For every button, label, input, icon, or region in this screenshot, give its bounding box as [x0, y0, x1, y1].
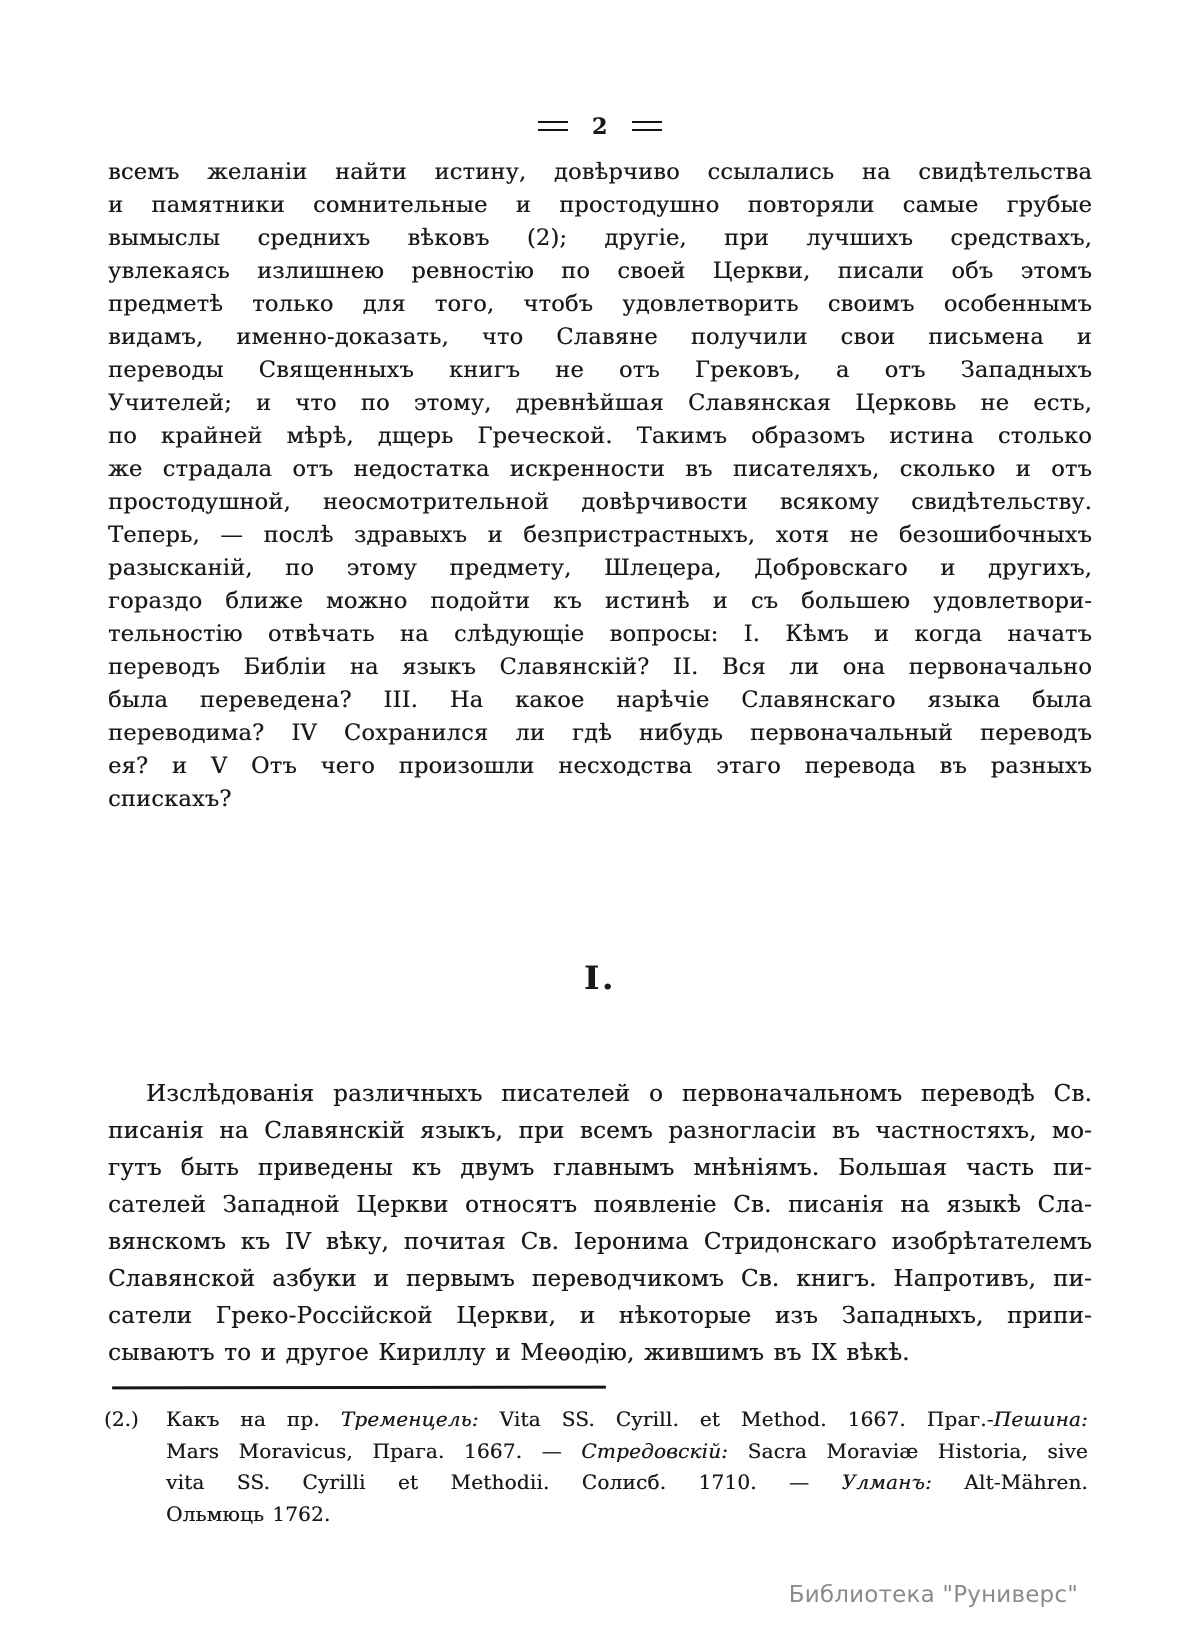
text-line: тельностію отвѣчать на слѣдующіе вопросы: I. Кѣмъ и когда начатъ — [108, 621, 1092, 647]
paragraph-main — [108, 1076, 1092, 1372]
paragraph-continuation — [108, 156, 1092, 816]
text-line: Учителей; и что по этому, древнѣйшая Славянская Церковь не есть, — [108, 390, 1092, 416]
text-line: по крайней мѣрѣ, дщерь Греческой. Такимъ образомъ истина столько — [108, 423, 1092, 449]
text-line: была переведена? III. На какое нарѣчіе Славянскаго языка была — [108, 687, 1092, 713]
footnote-segment: vita SS. Cyrilli et Methodii. Солисб. 1710. — — [166, 1470, 842, 1495]
text-line: гораздо ближе можно подойти къ истинѣ и съ большею удовлетвори- — [108, 588, 1092, 614]
text-line: же страдала отъ недостатка искренности въ писателяхъ, сколько и отъ — [108, 456, 1092, 482]
footnote-author: Пешина: — [993, 1407, 1088, 1431]
text-line — [166, 1404, 1088, 1436]
text-line: и памятники сомнительные и простодушно повторяли самые грубые — [108, 192, 1092, 218]
text-line: всемъ желаніи найти истину, довѣрчиво ссылались на свидѣтельства — [108, 159, 1092, 185]
text-line: разысканій, по этому предмету, Шлецера, Добровскаго и другихъ, — [108, 555, 1092, 581]
text-line: предметѣ только для того, чтобъ удовлетворить своимъ особеннымъ — [108, 291, 1092, 317]
text-line: сываютъ то и другое Кириллу и Меѳодію, жившимъ въ IX вѣкѣ. — [108, 1340, 910, 1366]
footnote-divider — [112, 1386, 606, 1390]
page-number-value: 2 — [591, 114, 609, 140]
footnote-segment: Alt-Mähren. — [931, 1470, 1088, 1495]
footnote-segment: Mars Moravicus, Прага. 1667. — — [166, 1438, 582, 1463]
footnote-marker: (2.) — [104, 1407, 139, 1431]
footnote-author: Стредовскій: — [581, 1438, 729, 1463]
text-line: Изслѣдованія различныхъ писателей о первоначальномъ переводѣ Св. — [146, 1081, 1092, 1107]
section-heading: I. — [583, 959, 617, 997]
text-line: сателей Западной Церкви относятъ появленіе Св. писанія на языкѣ Сла- — [108, 1192, 1092, 1218]
text-line: переводы Священныхъ книгъ не отъ Грековъ, а отъ Западныхъ — [108, 357, 1092, 383]
text-line: ея? и V Отъ чего произошли несходства этаго перевода въ разныхъ — [108, 753, 1092, 779]
footnote-segment: Vita SS. Cyrill. et Method. 1667. Праг.- — [478, 1407, 994, 1431]
text-line — [166, 1499, 1088, 1531]
page-number-rule-left-icon — [538, 121, 568, 131]
text-line: вымыслы среднихъ вѣковъ (2); другіе, при лучшихъ средствахъ, — [108, 225, 1092, 251]
footnote-author: Тременцель: — [340, 1407, 479, 1431]
footnote-segment: Ольмюць 1762. — [166, 1502, 331, 1527]
text-line: переводима? IV Сохранился ли гдѣ нибудь первоначальный переводъ — [108, 720, 1092, 746]
library-watermark: Библиотека "Руниверс" — [788, 1582, 1078, 1608]
footnote-segment: Sacra Moraviæ Historia, sive — [728, 1438, 1088, 1463]
text-line: переводъ Библіи на языкъ Славянскій? II. Вся ли она первоначально — [108, 654, 1092, 680]
text-line: Теперь, — послѣ здравыхъ и безпристрастныхъ, хотя не безошибочныхъ — [108, 522, 1092, 548]
text-line: спискахъ? — [108, 786, 232, 812]
footnote-segment: Какъ на пр. — [166, 1407, 341, 1431]
text-line — [166, 1467, 1088, 1499]
text-line: гутъ быть приведены къ двумъ главнымъ мнѣніямъ. Большая часть пи- — [108, 1155, 1092, 1181]
text-line: видамъ, именно-доказать, что Славяне получили свои письмена и — [108, 324, 1092, 350]
text-line: увлекаясь излишнею ревностію по своей Церкви, писали объ этомъ — [108, 258, 1092, 284]
footnote-author: Улманъ: — [841, 1470, 932, 1495]
text-line: вянскомъ къ IV вѣку, почитая Св. Іеронима Стридонскаго изобрѣтателемъ — [108, 1229, 1092, 1255]
footnote — [104, 1404, 1088, 1531]
text-line: сатели Греко-Россійской Церкви, и нѣкоторые изъ Западныхъ, припи- — [108, 1303, 1092, 1329]
page-number — [0, 114, 1200, 140]
text-line: Славянской азбуки и первымъ переводчикомъ Св. книгъ. Напротивъ, пи- — [108, 1266, 1092, 1292]
text-line — [166, 1436, 1088, 1468]
text-line: простодушной, неосмотрительной довѣрчивости всякому свидѣтельству. — [108, 489, 1092, 515]
text-line: писанія на Славянскій языкъ, при всемъ разногласіи въ частностяхъ, мо- — [108, 1118, 1092, 1144]
footnote-text — [166, 1404, 1088, 1531]
page-number-rule-right-icon — [632, 121, 662, 131]
